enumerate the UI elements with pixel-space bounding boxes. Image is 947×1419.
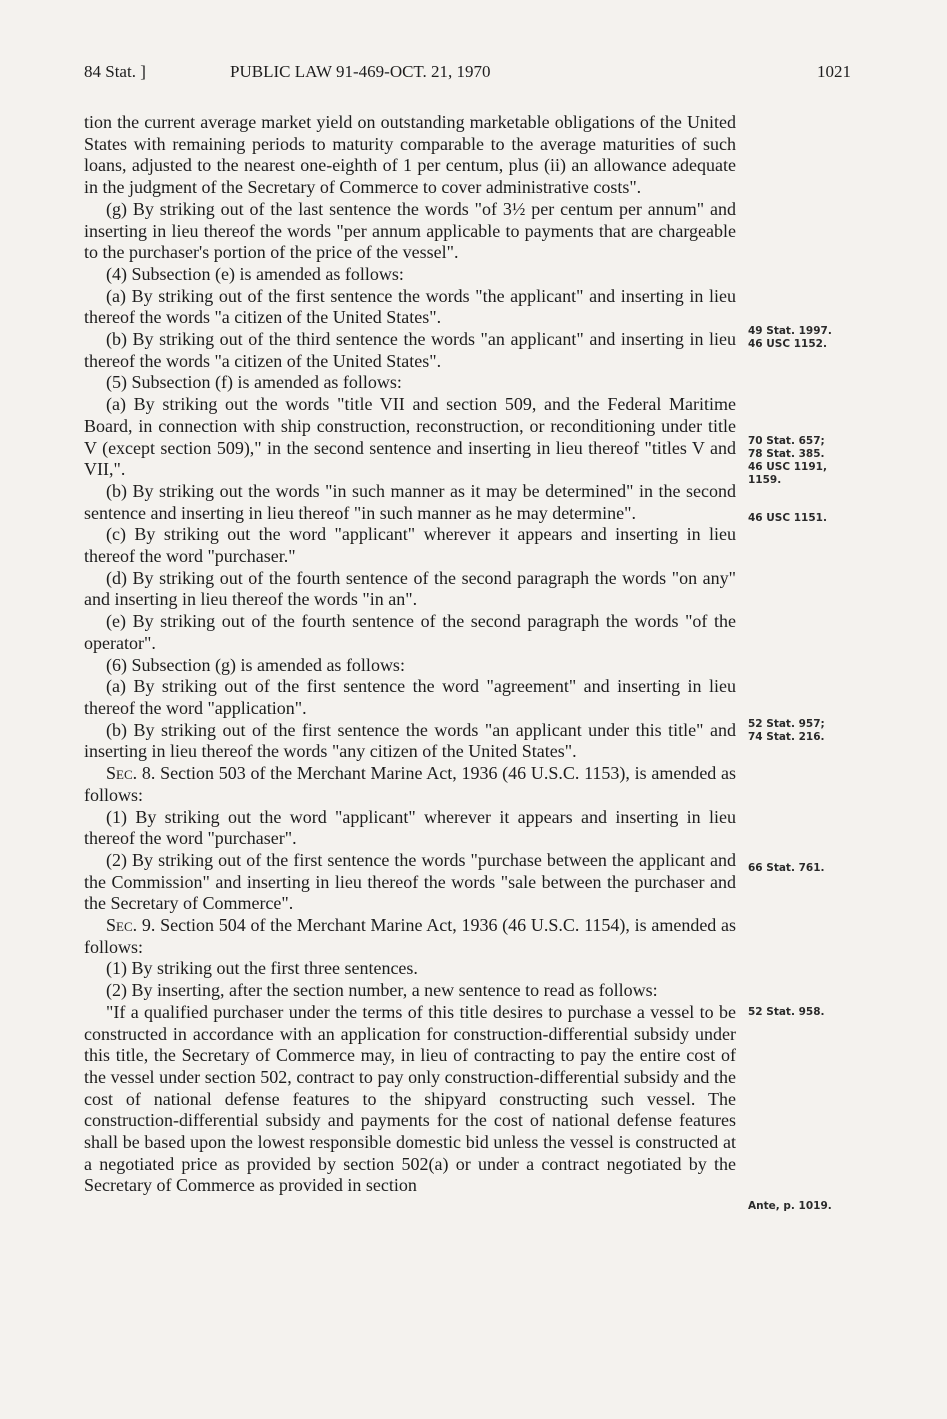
paragraph: (2) By striking out of the first sentence the words "purchase between the applicant and the Commission" and inserting in lieu thereof the words "sale between the purchaser and the Secretary of Commerce". — [84, 849, 736, 914]
margin-note — [748, 718, 825, 744]
page-number: 1021 — [817, 62, 851, 81]
margin-note-line: 1159. — [748, 474, 782, 486]
margin-note-line: Ante, p. 1019. — [748, 1200, 832, 1212]
section-text: Section 504 of the Merchant Marine Act, 1936 (46 U.S.C. 1154), is amended as follows: — [84, 915, 737, 957]
margin-note — [748, 325, 832, 351]
margin-note — [748, 435, 827, 487]
section-paragraph — [84, 915, 736, 958]
paragraph: (g) By striking out of the last sentence the words "of 3½ per centum per annum" and inserting in lieu thereof the words "per annum applicable to payments that are chargeable to the purchaser's portion of the price of the vessel". — [84, 198, 736, 263]
paragraph: (1) By striking out the word "applicant" wherever it appears and inserting in lieu thereof the word "purchaser". — [84, 806, 736, 849]
paragraph: (a) By striking out of the first sentence the word "agreement" and inserting in lieu thereof the word "application". — [84, 676, 736, 718]
margin-note — [748, 862, 825, 875]
margin-note-line: 46 USC 1191, — [748, 461, 827, 473]
paragraph: (6) Subsection (g) is amended as follows: — [106, 654, 405, 675]
paragraph: (b) By striking out of the third sentence the words "an applicant" and inserting in lieu thereof the words "a citizen of the United States". — [84, 329, 736, 371]
paragraph: (1) By striking out the first three sentences. — [106, 958, 418, 979]
section-heading: Sec. 8. — [106, 763, 156, 784]
paragraph: (b) By striking out of the first sentence the words "an applicant under this title" and inserting in lieu thereof the words "any citizen of the United States". — [84, 719, 736, 762]
margin-note — [748, 512, 827, 525]
margin-note-line: 49 Stat. 1997. — [748, 325, 832, 337]
section-text: Section 503 of the Merchant Marine Act, 1936 (46 U.S.C. 1153), is amended as follows: — [84, 763, 737, 805]
volume-citation: 84 Stat. ] — [84, 62, 146, 81]
margin-note-line: 46 USC 1152. — [748, 338, 827, 350]
section-heading: Sec. 9. — [106, 915, 156, 936]
margin-note-line: 74 Stat. 216. — [748, 731, 825, 743]
paragraph: (a) By striking out of the first sentence the words "the applicant" and inserting in lieu thereof the words "a citizen of the United States". — [84, 285, 736, 328]
body-text — [84, 112, 736, 1197]
margin-note-line: 78 Stat. 385. — [748, 448, 825, 460]
margin-note-line: 52 Stat. 957; — [748, 718, 825, 730]
paragraph: (a) By striking out the words "title VII and section 509, and the Federal Maritime Board, in connection with ship construction, reconstruction, or reconditioning under title V (except section 509)," in the second sentence and inserting in lieu thereof "titles V and VII,". — [84, 394, 736, 480]
margin-note-line: 70 Stat. 657; — [748, 435, 825, 447]
paragraph: (e) By striking out of the fourth sentence of the second paragraph the words "of the operator". — [84, 611, 736, 653]
page-header — [84, 62, 851, 90]
margin-note — [748, 1006, 825, 1019]
margin-note-line: 46 USC 1151. — [748, 512, 827, 524]
section-paragraph — [84, 763, 736, 806]
paragraph: "If a qualified purchaser under the terms of this title desires to purchase a vessel to be constructed in accordance with an application for construction-differential subsidy under this title, the Secretary of Commerce may, in lieu of contracting to pay the entire cost of the vessel under section 502, contract to pay only construction-differential subsidy and the cost of national defense features to the shipyard constructing such vessel. The construction-differential subsidy and payments for the cost of national defense features shall be based upon the lowest responsible domestic bid unless the vessel is constructed at a negotiated price as provided by section 502(a) or under a contract negotiated by the Secretary of Commerce as provided in section — [84, 1001, 736, 1196]
margin-note-line: 66 Stat. 761. — [748, 862, 825, 874]
paragraph: (4) Subsection (e) is amended as follows: — [106, 263, 404, 284]
paragraph: tion the current average market yield on outstanding marketable obligations of the United States with remaining periods to maturity comparable to the average maturities of such loans, adjusted to the nearest one-eighth of 1 per centum, plus (ii) an allowance adequate in the judgment of the Secretary of Commerce to cover administrative costs". — [84, 112, 736, 198]
paragraph: (c) By striking out the word "applicant" wherever it appears and inserting in lieu thereof the word "purchaser." — [84, 524, 736, 567]
margin-note-line: 52 Stat. 958. — [748, 1006, 825, 1018]
paragraph: (b) By striking out the words "in such manner as it may be determined" in the second sentence and inserting in lieu thereof "in such manner as he may determine". — [84, 480, 736, 523]
running-title: PUBLIC LAW 91-469-OCT. 21, 1970 — [230, 62, 491, 81]
paragraph: (d) By striking out of the fourth sentence of the second paragraph the words "on any" and inserting in lieu thereof the words "in an". — [84, 567, 736, 610]
paragraph: (5) Subsection (f) is amended as follows: — [106, 372, 402, 393]
paragraph: (2) By inserting, after the section number, a new sentence to read as follows: — [106, 980, 658, 1001]
margin-note — [748, 1200, 832, 1213]
